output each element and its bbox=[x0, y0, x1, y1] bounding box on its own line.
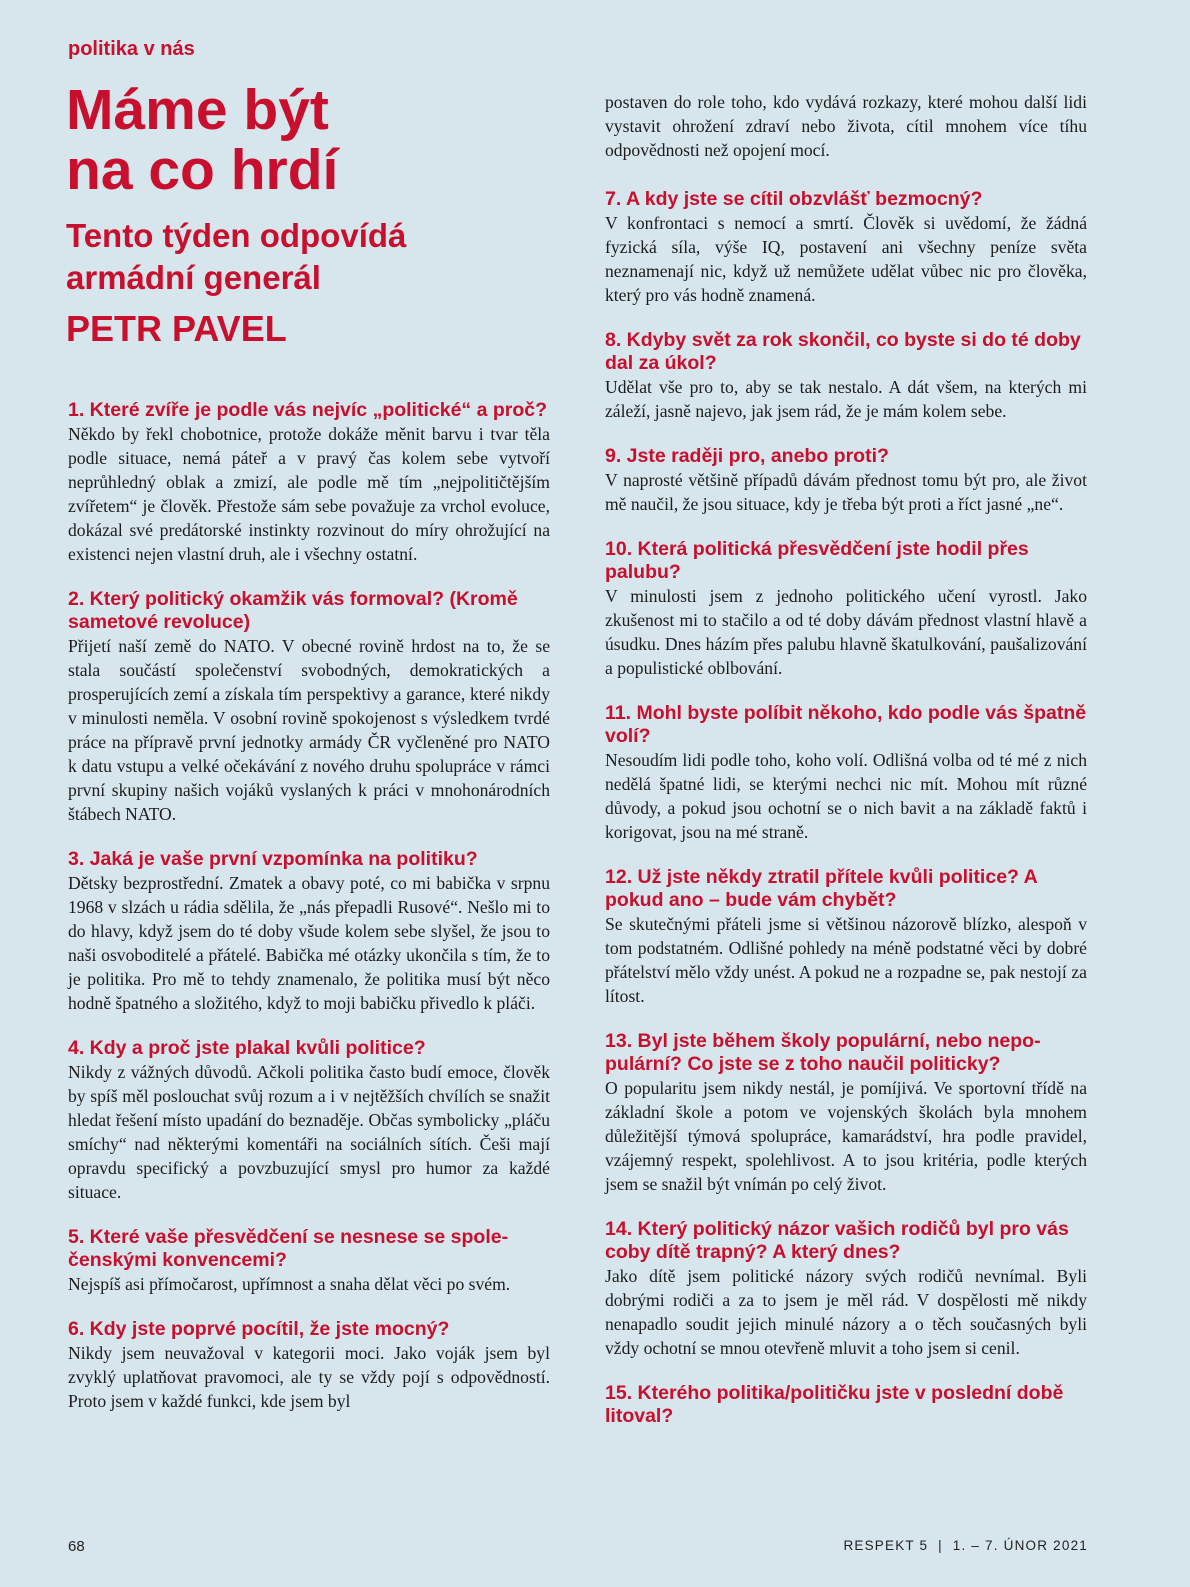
answer: Dětsky bezprostřední. Zmatek a obavy poté, co mi babička v srpnu 1968 v slzách u rádia sdělila, že „nás přepadli Rusové“. Nešlo mi to do hlavy, když jsem do té doby všude kolem sebe slyšel, že jsou to naši osvoboditelé a přátelé. Babička mé otázky ukončila s tím, že to je politika. Pro mě to tehdy znamenalo, že politika musí být něco hodně špatného a složitého, když to moji babičku přivedlo k pláči. bbox=[68, 873, 550, 1013]
qa-item-7 bbox=[605, 188, 1087, 307]
qa-item-13 bbox=[605, 1030, 1087, 1196]
question: 1. Které zvíře je podle vás nejvíc „politické“ a proč? bbox=[68, 399, 548, 421]
right-column bbox=[605, 90, 1087, 1450]
article-subtitle bbox=[66, 215, 546, 299]
answer: Jako dítě jsem politické názory svých rodičů nevnímal. Byli dobrými rodiči a za to jsem je měl rád. V dospělosti mě nikdy nenapadlo soudit jejich minulé názory a o těch současných byli vždy ochotní se mnou otevřeně mluvit a toho jsem si cenil. bbox=[605, 1266, 1087, 1358]
interviewee-name: PETR PAVEL bbox=[66, 308, 287, 349]
answer: V naprosté většině případů dávám přednost tomu být pro, ale život mě naučil, že jsou situace, kdy je třeba být proti a říct jasné „ne“. bbox=[605, 470, 1087, 514]
question: 2. Který politický okamžik vás formoval? (Kromě sametové revoluce) bbox=[68, 588, 518, 633]
question: 10. Která politická přesvědčení jste hodil přes palubu? bbox=[605, 538, 1029, 583]
answer: Někdo by řekl chobotnice, protože dokáže měnit barvu i tvar těla podle situace, nemá páteř a v pravý čas kolem sebe vytvoří neprůhledný oblak a zmizí, ale podle mě tím „nejpolitičtějším zvířetem“ je člověk. Přestože sám sebe považuje za vrchol evoluce, dokázal své predátorské instinkty rozvinout do míry ohrožující na existenci nejen vlastní druh, ale i všechny ostatní. bbox=[68, 424, 550, 564]
qa-item-11 bbox=[605, 702, 1087, 844]
question: 7. A kdy jste se cítil obzvlášť bezmocný? bbox=[605, 188, 983, 210]
left-column bbox=[68, 399, 550, 1435]
question: 9. Jste raději pro, anebo proti? bbox=[605, 445, 889, 467]
qa-item-1 bbox=[68, 399, 550, 566]
question: 5. Které vaše přesvědčení se nesnese se spole-čenskými konvencemi? bbox=[68, 1226, 509, 1271]
question: 8. Kdyby svět za rok skončil, co byste si do té doby dal za úkol? bbox=[605, 329, 1081, 374]
footer-issue-info: RESPEKT 5 | 1. – 7. ÚNOR 2021 bbox=[843, 1538, 1088, 1553]
answer: Nikdy jsem neuvažoval v kategorii moci. Jako voják jsem byl zvyklý uplatňovat pravomoci, ale ty se vždy pojí s odpovědností. Proto jsem v každé funkci, kde jsem byl bbox=[68, 1343, 550, 1411]
qa-item-15 bbox=[605, 1382, 1087, 1428]
page-number: 68 bbox=[68, 1538, 85, 1555]
article-title bbox=[66, 80, 546, 200]
qa-item-5 bbox=[68, 1226, 550, 1296]
answer: V konfrontaci s nemocí a smrtí. Člověk si uvědomí, že žádná fyzická síla, výše IQ, postavení ani všechny peníze světa neznamenají nic, když už nemůžete udělat vůbec nic pro člověka, který pro vás hodně znamená. bbox=[605, 213, 1087, 305]
answer-continuation: postaven do role toho, kdo vydává rozkazy, které mohou další lidi vystavit ohrožení zdraví nebo života, cítil mnohem více tíhu odpovědnosti než opojení mocí. bbox=[605, 92, 1087, 160]
answer: V minulosti jsem z jednoho politického učení vyrostl. Jako zkušenost mi to stačilo a od té doby dávám přednost vlastní hlavě a úsudku. Dnes házím přes palubu hlavně škatulkování, paušalizování a populistické oblbování. bbox=[605, 586, 1087, 678]
question: 6. Kdy jste poprvé pocítil, že jste mocný? bbox=[68, 1318, 450, 1340]
qa-item-10 bbox=[605, 538, 1087, 680]
question: 3. Jaká je vaše první vzpomínka na politiku? bbox=[68, 848, 478, 870]
question: 15. Kterého politika/političku jste v poslední době litoval? bbox=[605, 1382, 1064, 1427]
section-label: politika v nás bbox=[68, 38, 195, 60]
answer: Nejspíš asi přímočarost, upřímnost a snaha dělat věci po svém. bbox=[68, 1274, 511, 1294]
answer: Se skutečnými přáteli jsme si většinou názorově blízko, alespoň v tom podstatném. Odlišné pohledy na méně podstatné věci by dobré přátelství mělo vždy unést. A pokud ne a rozpadne se, pak nestojí za lítost. bbox=[605, 914, 1087, 1006]
qa-item-2 bbox=[68, 588, 550, 826]
qa-item-12 bbox=[605, 866, 1087, 1008]
question: 13. Byl jste během školy populární, nebo nepo-pulární? Co jste se z toho naučil politicky? bbox=[605, 1030, 1041, 1075]
answer: Nesoudím lidi podle toho, koho volí. Odlišná volba od té mé z nich nedělá špatné lidi, se kterými nechci nic mít. Mohou mít různé důvody, a pokud jsou ochotní se o nich bavit a na základě faktů i korigovat, jsou na mé straně. bbox=[605, 750, 1087, 842]
answer: Přijetí naší země do NATO. V obecné rovině hrdost na to, že se stala součástí společenství svobodných, demokratických a prosperujících zemí a získala tím perspektivy a garance, které nikdy v minulosti neměla. V osobní rovině spokojenost s výsledkem tvrdé práce na přípravě první jednotky armády ČR vyčleněné pro NATO k datu vstupu a velké očekávání z nového druhu spolupráce v rámci první skupiny našich vojáků vyslaných k práci v mnohonárodních štábech NATO. bbox=[68, 636, 550, 824]
qa-item-8 bbox=[605, 329, 1087, 423]
subtitle-line-2: armádní generál bbox=[66, 259, 321, 296]
qa-item-14 bbox=[605, 1218, 1087, 1360]
qa-item-6 bbox=[68, 1318, 550, 1413]
question: 4. Kdy a proč jste plakal kvůli politice? bbox=[68, 1037, 426, 1059]
answer: Nikdy z vážných důvodů. Ačkoli politika často budí emoce, člověk by spíš měl poslouchat svůj rozum a i v nejtěžších chvílích se snažit hledat řešení místo upadání do beznaděje. Občas symbolicky „pláču smíchy“ nad některými komentáři na sociálních sítích. Češi mají opravdu specifický a povzbuzující smysl pro humor za každé situace. bbox=[68, 1062, 550, 1202]
qa-item-9 bbox=[605, 445, 1087, 516]
question: 11. Mohl byste políbit někoho, kdo podle vás špatně volí? bbox=[605, 702, 1087, 747]
qa-item-3 bbox=[68, 848, 550, 1015]
answer: O popularitu jsem nikdy nestál, je pomíjivá. Ve sportovní třídě na základní škole a potom ve vojenských školách byla mnohem důležitější týmová spolupráce, kamarádství, hra podle pravidel, vzájemný respekt, spolehlivost. A to jsou kritéria, podle kterých jsem se snažil být vnímán po celý život. bbox=[605, 1078, 1087, 1194]
qa-item-4 bbox=[68, 1037, 550, 1204]
title-line-2: na co hrdí bbox=[66, 138, 339, 202]
question: 12. Už jste někdy ztratil přítele kvůli politice? A pokud ano – bude vám chybět? bbox=[605, 866, 1038, 911]
subtitle-line-1: Tento týden odpovídá bbox=[66, 217, 407, 254]
question: 14. Který politický názor vašich rodičů byl pro vás coby dítě trapný? A který dnes? bbox=[605, 1218, 1069, 1263]
title-line-1: Máme být bbox=[66, 78, 329, 142]
answer: Udělat vše pro to, aby se tak nestalo. A dát všem, na kterých mi záleží, jasně najevo, jak jsem rád, že je mám kolem sebe. bbox=[605, 377, 1087, 421]
